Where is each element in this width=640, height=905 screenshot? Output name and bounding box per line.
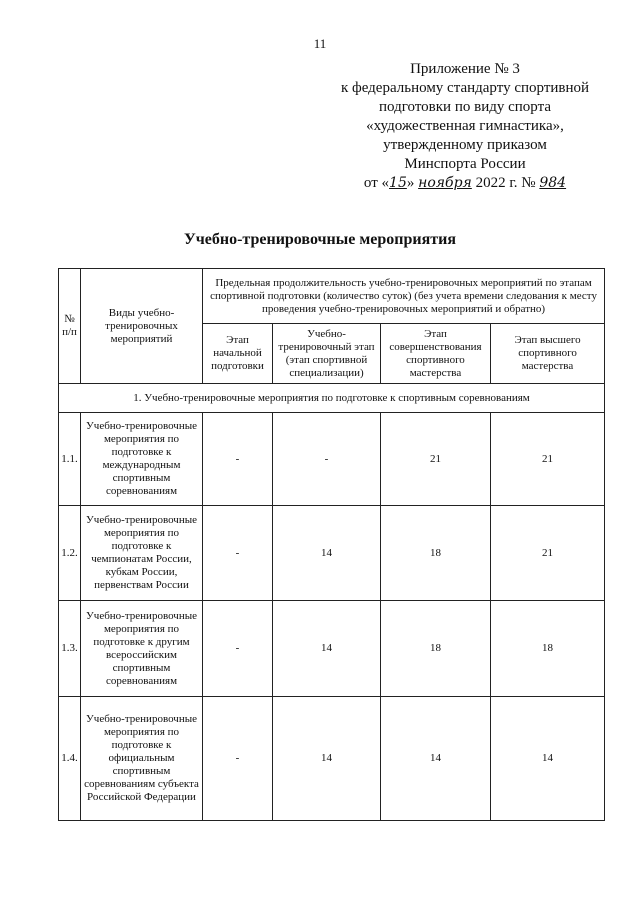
date-mid: » [406, 175, 415, 191]
handwritten-month: ноября [418, 175, 472, 191]
appendix-line: «художественная гимнастика», [366, 118, 564, 134]
cell-stage-initial: - [203, 601, 273, 697]
appendix-line: Приложение № 3 [410, 61, 520, 77]
table-row [59, 697, 605, 821]
cell-stage-improvement: 21 [381, 413, 491, 506]
appendix-line: Минспорта России [404, 156, 526, 172]
cell-stage-training: 14 [273, 697, 381, 821]
row-event-name: Учебно-тренировочные мероприятия по подготовке к официальным спортивным соревнованиям субъекта Российской Федерации [81, 697, 203, 821]
header-duration-group: Предельная продолжительность учебно-тренировочных мероприятий по этапам спортивной подготовки (количество суток) (без учета времени следования к месту проведения учебно-тренировочных мероприятий и обратно) [203, 269, 605, 324]
header-number: № п/п [59, 269, 81, 384]
row-number: 1.3. [59, 601, 81, 697]
page-number: 11 [313, 36, 327, 51]
table-row [59, 413, 605, 506]
section-heading: 1. Учебно-тренировочные мероприятия по подготовке к спортивным соревнованиям [59, 384, 605, 413]
cell-stage-training: - [273, 413, 381, 506]
header-stage-initial: Этап начальной подготовки [203, 324, 273, 384]
appendix-line: к федеральному стандарту спортивной [340, 80, 590, 96]
table-row [59, 601, 605, 697]
date-year: 2022 г. № [475, 175, 536, 191]
handwritten-day: 15 [389, 175, 407, 191]
cell-stage-improvement: 14 [381, 697, 491, 821]
table-row [59, 506, 605, 601]
row-event-name: Учебно-тренировочные мероприятия по подготовке к чемпионатам России, кубкам России, первенствам России [81, 506, 203, 601]
header-stage-higher: Этап высшего спортивного мастерства [491, 324, 605, 384]
page-title: Учебно-тренировочные мероприятия [184, 231, 456, 248]
cell-stage-improvement: 18 [381, 601, 491, 697]
appendix-header [340, 60, 590, 193]
row-number: 1.4. [59, 697, 81, 821]
cell-stage-higher: 18 [491, 601, 605, 697]
cell-stage-initial: - [203, 697, 273, 821]
appendix-line: утвержденному приказом [383, 137, 547, 153]
training-events-table [58, 268, 605, 821]
row-event-name: Учебно-тренировочные мероприятия по подготовке к другим всероссийским спортивным соревнованиям [81, 601, 203, 697]
row-number: 1.1. [59, 413, 81, 506]
row-event-name: Учебно-тренировочные мероприятия по подготовке к международным спортивным соревнованиям [81, 413, 203, 506]
handwritten-order-number: 984 [539, 175, 567, 191]
appendix-line: подготовки по виду спорта [379, 99, 551, 115]
date-prefix: от « [363, 175, 390, 191]
cell-stage-initial: - [203, 506, 273, 601]
cell-stage-higher: 21 [491, 413, 605, 506]
cell-stage-training: 14 [273, 506, 381, 601]
cell-stage-higher: 21 [491, 506, 605, 601]
cell-stage-higher: 14 [491, 697, 605, 821]
cell-stage-training: 14 [273, 601, 381, 697]
cell-stage-initial: - [203, 413, 273, 506]
row-number: 1.2. [59, 506, 81, 601]
cell-stage-improvement: 18 [381, 506, 491, 601]
header-event-type: Виды учебно-тренировочных мероприятий [81, 269, 203, 384]
header-stage-training: Учебно-тренировочный этап (этап спортивной специализации) [273, 324, 381, 384]
order-date-line [340, 174, 590, 193]
header-stage-improvement: Этап совершенствования спортивного мастерства [381, 324, 491, 384]
